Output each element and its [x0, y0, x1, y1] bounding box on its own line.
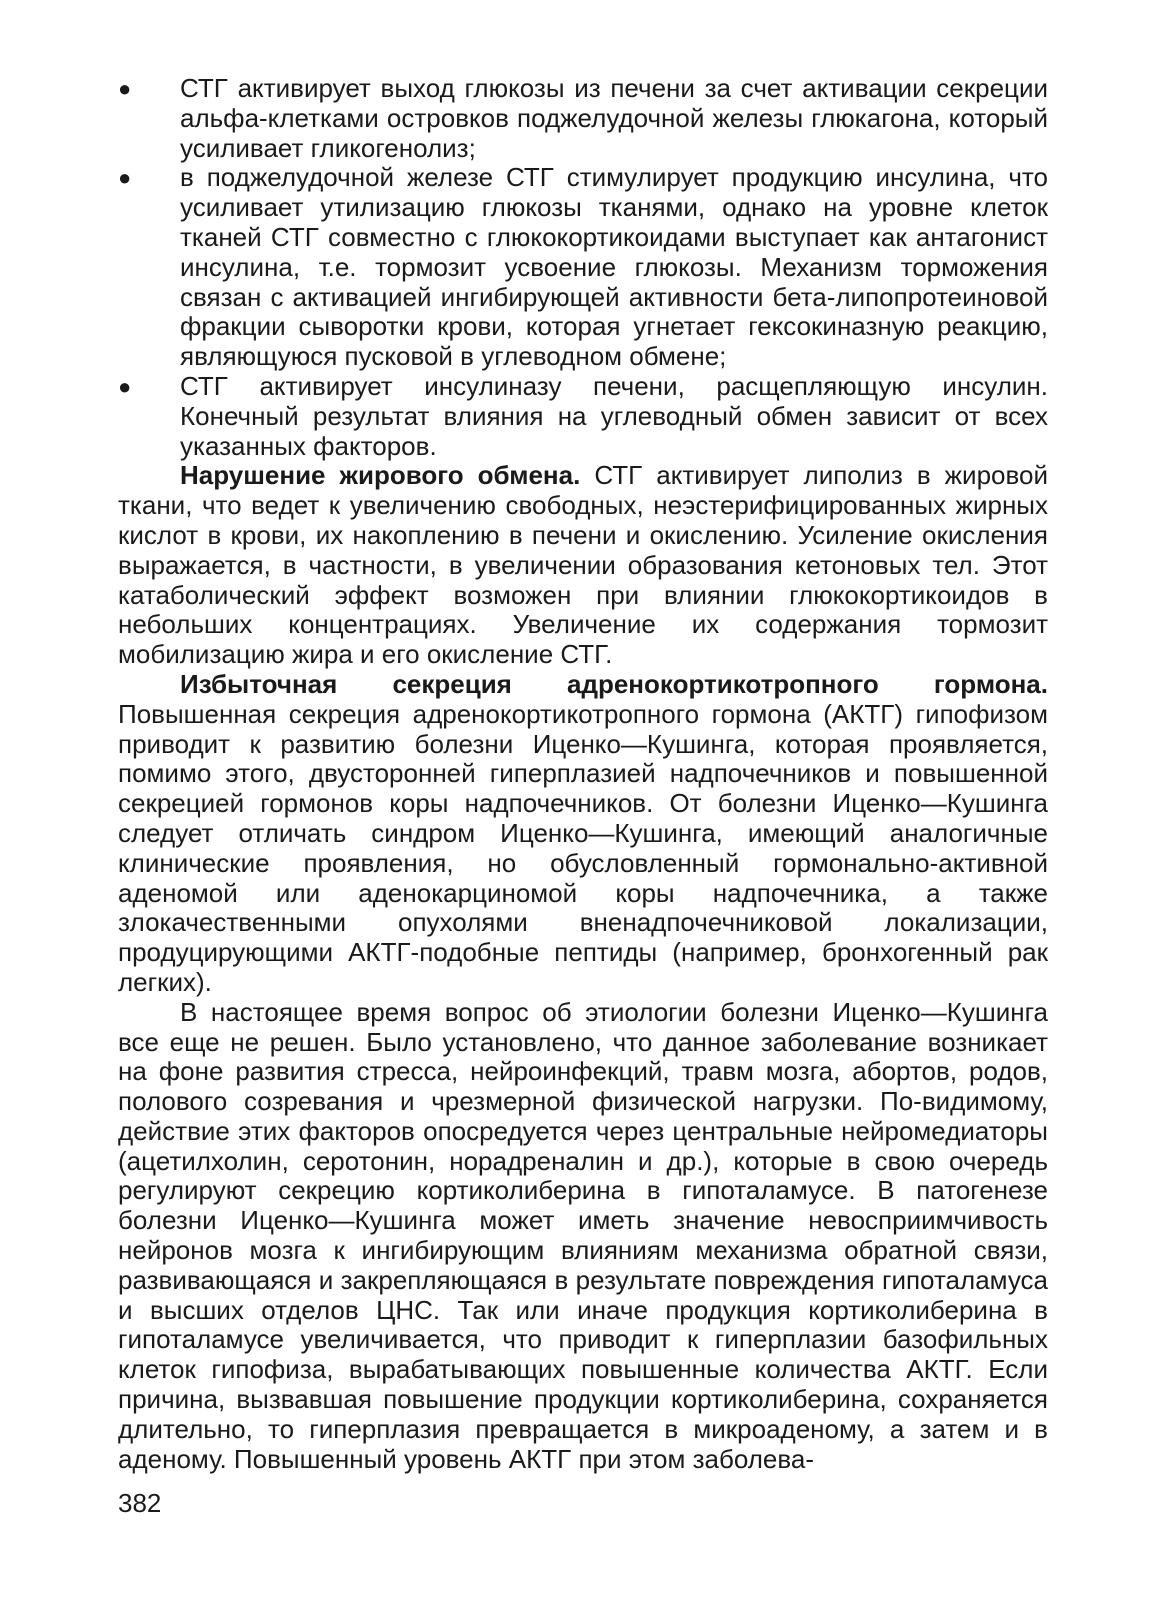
- page-body: [118, 74, 1048, 1474]
- bullet-item: [118, 74, 1048, 163]
- fat-metabolism-heading: Нарушение жирового обмена.: [180, 460, 581, 491]
- bullet-icon: ●: [118, 165, 132, 191]
- bullet-item: [118, 163, 1048, 372]
- bullet-icon: ●: [118, 373, 132, 399]
- fat-metabolism-text: СТГ активирует липолиз в жировой ткани, что ведет к увеличению свободных, неэстерифицированных жирных кислот в крови, их накоплению в печени и окислению. Усиление окисления выражается, в частности, в увеличении образования кетоновых тел. Этот катаболический эффект возможен при влиянии глюкокортикоидов в небольших концентрациях. Увеличение их содержания тормозит мобилизацию жира и его окисление СТГ.: [118, 460, 1048, 670]
- acth-heading: Избыточная секреция адренокортикотропного гормона.: [180, 668, 1048, 699]
- bullet-text: СТГ активирует выход глюкозы из печени за счет активации секреции альфа-клетками островков поджелудочной железы глюкагона, который усиливает гликогенолиз;: [180, 73, 1048, 163]
- bullet-text: в поджелудочной железе СТГ стимулирует продукцию инсулина, что усиливает утилизацию глюкозы тканями, однако на уровне клеток тканей СТГ совместно с глюкокортикоидами выступает как антагонист инсулина, т.е. тормозит усвоение глюкозы. Механизм торможения связан с активацией ингибирующей активности бета-липопротеиновой фракции сыворотки крови, которая угнетает гексокиназную реакцию, являющуюся пусковой в углеводном обмене;: [180, 162, 1048, 372]
- bullet-item: [118, 372, 1048, 461]
- fat-metabolism-paragraph: [118, 461, 1048, 670]
- bullet-list: [118, 74, 1048, 461]
- etiology-paragraph: В настоящее время вопрос об этиологии болезни Иценко—Кушинга все еще не решен. Было установлено, что данное заболевание возникает на фоне развития стресса, нейроинфекций, травм мозга, абортов, родов, полового созревания и чрезмерной физической нагрузки. По-видимому, действие этих факторов опосредуется через центральные нейромедиаторы (ацетилхолин, серотонин, норадреналин и др.), которые в свою очередь регулируют секрецию кортиколиберина в гипоталамусе. В патогенезе болезни Иценко—Кушинга может иметь значение невосприимчивость нейронов мозга к ингибирующим влияниям механизма обратной связи, развивающаяся и закрепляющаяся в результате повреждения гипоталамуса и высших отделов ЦНС. Так или иначе продукция кортиколиберина в гипоталамусе увеличивается, что приводит к гиперплазии базофильных клеток гипофиза, вырабатывающих повышенные количества АКТГ. Если причина, вызвавшая повышение продукции кортиколиберина, сохраняется длительно, то гиперплазия превращается в микроаденому, а затем и в аденому. Повышенный уровень АКТГ при этом заболева-: [118, 996, 1048, 1474]
- bullet-icon: ●: [118, 76, 132, 101]
- acth-text: Повышенная секреция адренокортикотропного гормона (АКТГ) гипофизом приводит к развитию болезни Иценко—Кушинга, которая проявляется, помимо этого, двусторонней гиперплазией надпочечников и повышенной секрецией гормонов коры надпочечников. От болезни Иценко—Кушинга следует отличать синдром Иценко—Кушинга, имеющий аналогичные клинические проявления, но обусловленный гормонально-активной аденомой или аденокарциномой коры надпочечника, а также злокачественными опухолями вненадпочечниковой локализации, продуцирующими АКТГ-подобные пептиды (например, бронхогенный рак легких).: [118, 698, 1048, 997]
- acth-paragraph: [118, 670, 1048, 998]
- bullet-text: СТГ активирует инсулиназу печени, расщепляющую инсулин. Конечный результат влияния на углеводный обмен зависит от всех указанных факторов.: [180, 370, 1048, 461]
- page-number: 382: [118, 1488, 162, 1518]
